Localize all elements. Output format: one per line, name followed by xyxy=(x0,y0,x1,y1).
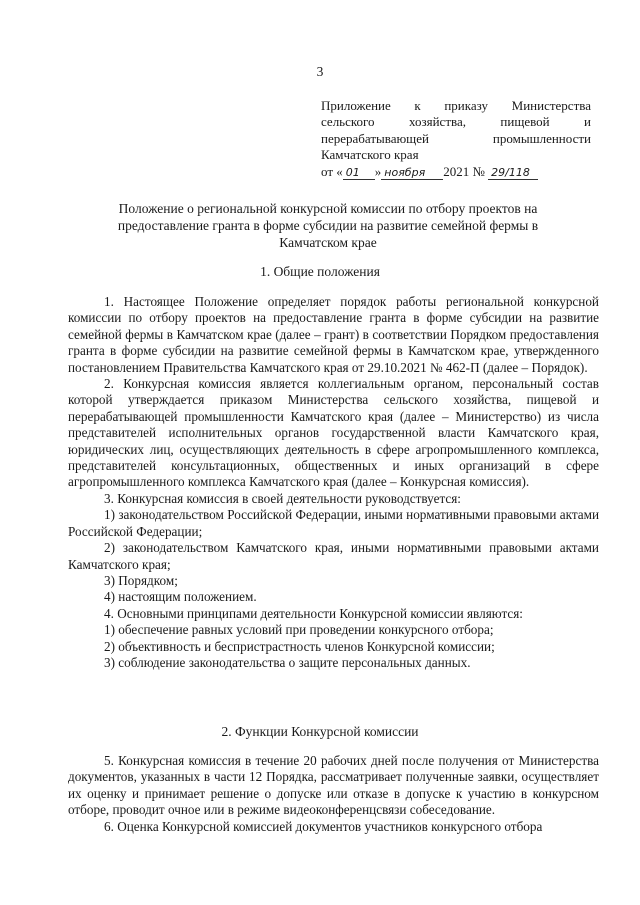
paragraph: 3. Конкурсная комиссия в своей деятельности руководствуется: xyxy=(104,490,461,506)
list-item: 2) законодательством Камчатского края, иными нормативными правовыми актами Камчатского края; xyxy=(68,540,599,572)
list-item: 3) Порядком; xyxy=(104,572,178,588)
list-item: 1) обеспечение равных условий при проведении конкурсного отбора; xyxy=(104,622,494,638)
appendix-line: перерабатывающей промышленности xyxy=(321,130,591,146)
list-item: 1) законодательством Российской Федерации, иными нормативными правовыми актами Российской Федерации; xyxy=(68,507,599,539)
paragraph: 4. Основными принципами деятельности Конкурсной комиссии являются: xyxy=(104,605,523,621)
appendix-line: Приложение к приказу Министерства xyxy=(321,98,591,113)
order-number: 29/118 xyxy=(488,167,538,180)
appendix-line: сельского хозяйства, пищевой и xyxy=(321,114,591,130)
page-number: 3 xyxy=(316,64,324,79)
list-item: 2) объективность и беспристрастность членов Конкурсной комиссии; xyxy=(104,638,495,654)
date-mid: » xyxy=(374,163,382,179)
paragraph: 2. Конкурсная комиссия является коллегиальным органом, персональный состав которой утверждается приказом Министерства сельского хозяйства, пищевой и перерабатывающей промышленности Камчатского края (далее – Министерство) из числа представителей исполнительных органов государственной власти Камчатского края, юридических лиц, осуществляющих деятельность в сфере агропромышленного комплекса, представителей консультационных, общественных и иных организаций в сфере агропромышленного комплекса Камчатского края (далее – Конкурсная комиссия). xyxy=(68,376,599,490)
section-heading: 2. Функции Конкурсной комиссии xyxy=(221,724,419,739)
document-title: Положение о региональной конкурсной комиссии по отбору проектов на предоставление гранта в форме субсидии на развитие семейной фермы в Камчатском крае xyxy=(117,201,539,250)
date-month: ноября xyxy=(381,167,443,180)
paragraph: 5. Конкурсная комиссия в течение 20 рабочих дней после получения от Министерства документов, указанных в части 12 Порядка, рассматривает полученные заявки, осуществляет их оценку и принимает решение о допуске или отказе в допуске к участию в конкурсном отборе, проводит очное или в режиме видеоконференцсвязи собеседование. xyxy=(68,753,599,818)
date-prefix: от « xyxy=(321,163,343,179)
appendix-date-line xyxy=(321,164,591,180)
paragraph: 6. Оценка Конкурсной комиссией документов участников конкурсного отбора xyxy=(104,818,543,834)
appendix-block xyxy=(321,98,591,180)
section-body xyxy=(68,294,599,671)
paragraph: 1. Настоящее Положение определяет порядок работы региональной конкурсной комиссии по отбору проектов на предоставление гранта в форме субсидии на развитие семейной фермы в Камчатском крае (далее – грант) в соответствии Порядком предоставления гранта в форме субсидии на развитие семейной фермы в Камчатском крае, утвержденного постановлением Правительства Камчатского края от 29.10.2021 № 462-П (далее – Порядок). xyxy=(68,294,599,375)
section-heading: 1. Общие положения xyxy=(260,264,380,279)
section-body xyxy=(68,753,599,835)
list-item: 4) настоящим положением. xyxy=(104,589,257,605)
list-item: 3) соблюдение законодательства о защите персональных данных. xyxy=(104,654,471,670)
date-day: 01 xyxy=(343,167,375,180)
appendix-line: Камчатского края xyxy=(321,147,419,163)
date-year: 2021 № xyxy=(443,163,485,179)
